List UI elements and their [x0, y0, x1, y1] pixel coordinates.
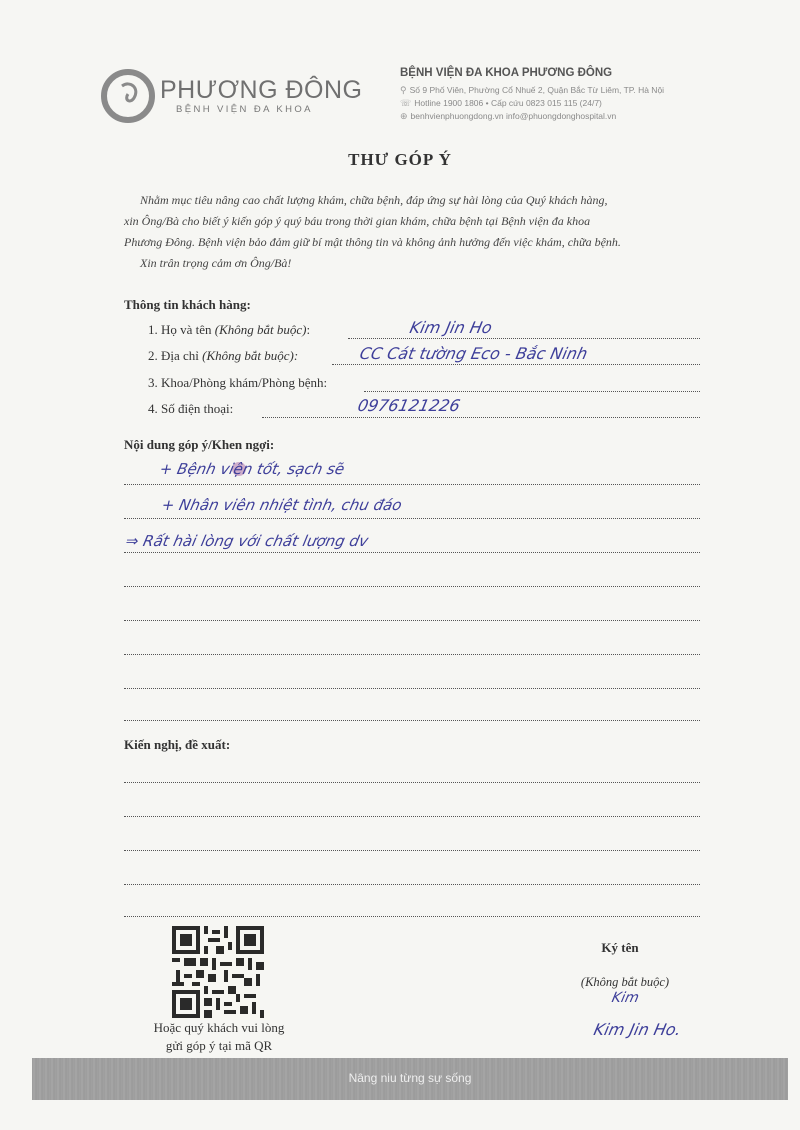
qr-caption	[124, 1019, 314, 1055]
feedback-line-8	[124, 720, 700, 721]
suggest-line-3	[124, 850, 700, 851]
field-phone-dots	[262, 417, 700, 418]
feedback-line-2	[124, 518, 700, 519]
qr-caption-line-1: Hoặc quý khách vui lòng	[153, 1020, 285, 1035]
field-department-dots	[364, 391, 700, 392]
field-name-optional: (Không bắt buộc)	[214, 322, 307, 337]
intro-line-2: xin Ông/Bà cho biết ý kiến góp ý quý báu trong thời gian khám, chữa bệnh tại Bệnh viện đa khoa	[124, 214, 591, 228]
signature-name: Kim Jin Ho.	[591, 1020, 683, 1039]
footer-slogan: Nâng niu từng sự sống	[348, 1071, 472, 1085]
feedback-line-1	[124, 484, 700, 485]
signature-label: Ký tên	[601, 940, 639, 955]
hospital-name: BỆNH VIỆN ĐA KHOA PHƯƠNG ĐÔNG	[400, 67, 613, 79]
field-name-dots	[348, 338, 700, 339]
customer-info-heading: Thông tin khách hàng:	[124, 297, 251, 312]
field-address-label	[148, 348, 298, 364]
feedback-line-4	[124, 586, 700, 587]
feedback-text-1: + Bệnh viện tốt, sạch sẽ	[158, 460, 347, 478]
form-title: THƯ GÓP Ý	[348, 150, 452, 169]
feedback-text-3: ⇒ Rất hài lòng với chất lượng dv	[124, 532, 370, 550]
field-address-optional: (Không bắt buộc):	[202, 348, 299, 363]
field-address-dots	[332, 364, 700, 365]
field-name-value: Kim Jin Ho	[407, 318, 494, 337]
footer-bar	[32, 1058, 788, 1100]
feedback-text-2: + Nhân viên nhiệt tình, chu đáo	[160, 496, 404, 514]
address-line	[400, 85, 664, 96]
web-email-line	[400, 111, 616, 122]
location-pin-icon: ⚲	[400, 85, 407, 95]
qr-caption-line-2: gửi góp ý tại mã QR	[165, 1038, 273, 1053]
signature-optional: (Không bắt buộc)	[580, 975, 670, 989]
hotline-text: Hotline 1900 1806 • Cấp cứu 0823 015 115 (24/7)	[414, 98, 602, 108]
suggest-line-5	[124, 916, 700, 917]
field-name-colon: :	[306, 322, 311, 337]
feedback-line-6	[124, 654, 700, 655]
feedback-line-7	[124, 688, 700, 689]
field-address-value: CC Cát tường Eco - Bắc Ninh	[357, 344, 590, 363]
intro-line-3: Phương Đông. Bệnh viện bảo đảm giữ bí mật thông tin và không ảnh hưởng đến việc khám, chữa bệnh.	[124, 235, 621, 249]
address-text: Số 9 Phố Viên, Phường Cổ Nhuế 2, Quận Bắc Từ Liêm, TP. Hà Nội	[409, 85, 665, 95]
qr-code-icon	[172, 926, 264, 1018]
field-phone-value: 0976121226	[355, 396, 462, 415]
suggestions-heading: Kiến nghị, đề xuất:	[124, 737, 231, 752]
suggest-line-2	[124, 816, 700, 817]
hotline-line	[400, 98, 602, 109]
signature-mark: Kim	[610, 990, 641, 1006]
suggest-line-1	[124, 782, 700, 783]
brand-subtitle: BỆNH VIỆN ĐA KHOA	[176, 104, 313, 115]
field-name-label	[148, 322, 310, 338]
phone-icon: ☏	[400, 98, 412, 108]
feedback-heading: Nội dung góp ý/Khen ngợi:	[124, 437, 275, 452]
web-icon: ⊕	[400, 111, 408, 121]
feedback-line-3	[124, 552, 700, 553]
web-email-text: benhvienphuongdong.vn info@phuongdonghospital.vn	[410, 111, 617, 121]
suggest-line-4	[124, 884, 700, 885]
field-phone-label: 4. Số điện thoại:	[148, 401, 234, 416]
intro-line-1: Nhằm mục tiêu nâng cao chất lượng khám, chữa bệnh, đáp ứng sự hài lòng của Quý khách hàng,	[140, 193, 608, 207]
field-department-label: 3. Khoa/Phòng khám/Phòng bệnh:	[148, 375, 328, 390]
intro-thanks: Xin trân trọng cảm ơn Ông/Bà!	[140, 256, 292, 270]
feedback-line-5	[124, 620, 700, 621]
brand-name: PHƯƠNG ĐÔNG	[160, 76, 363, 104]
field-name-text: 1. Họ và tên	[148, 322, 215, 337]
hospital-logo-icon	[100, 66, 160, 126]
field-address-text: 2. Địa chỉ	[148, 348, 203, 363]
